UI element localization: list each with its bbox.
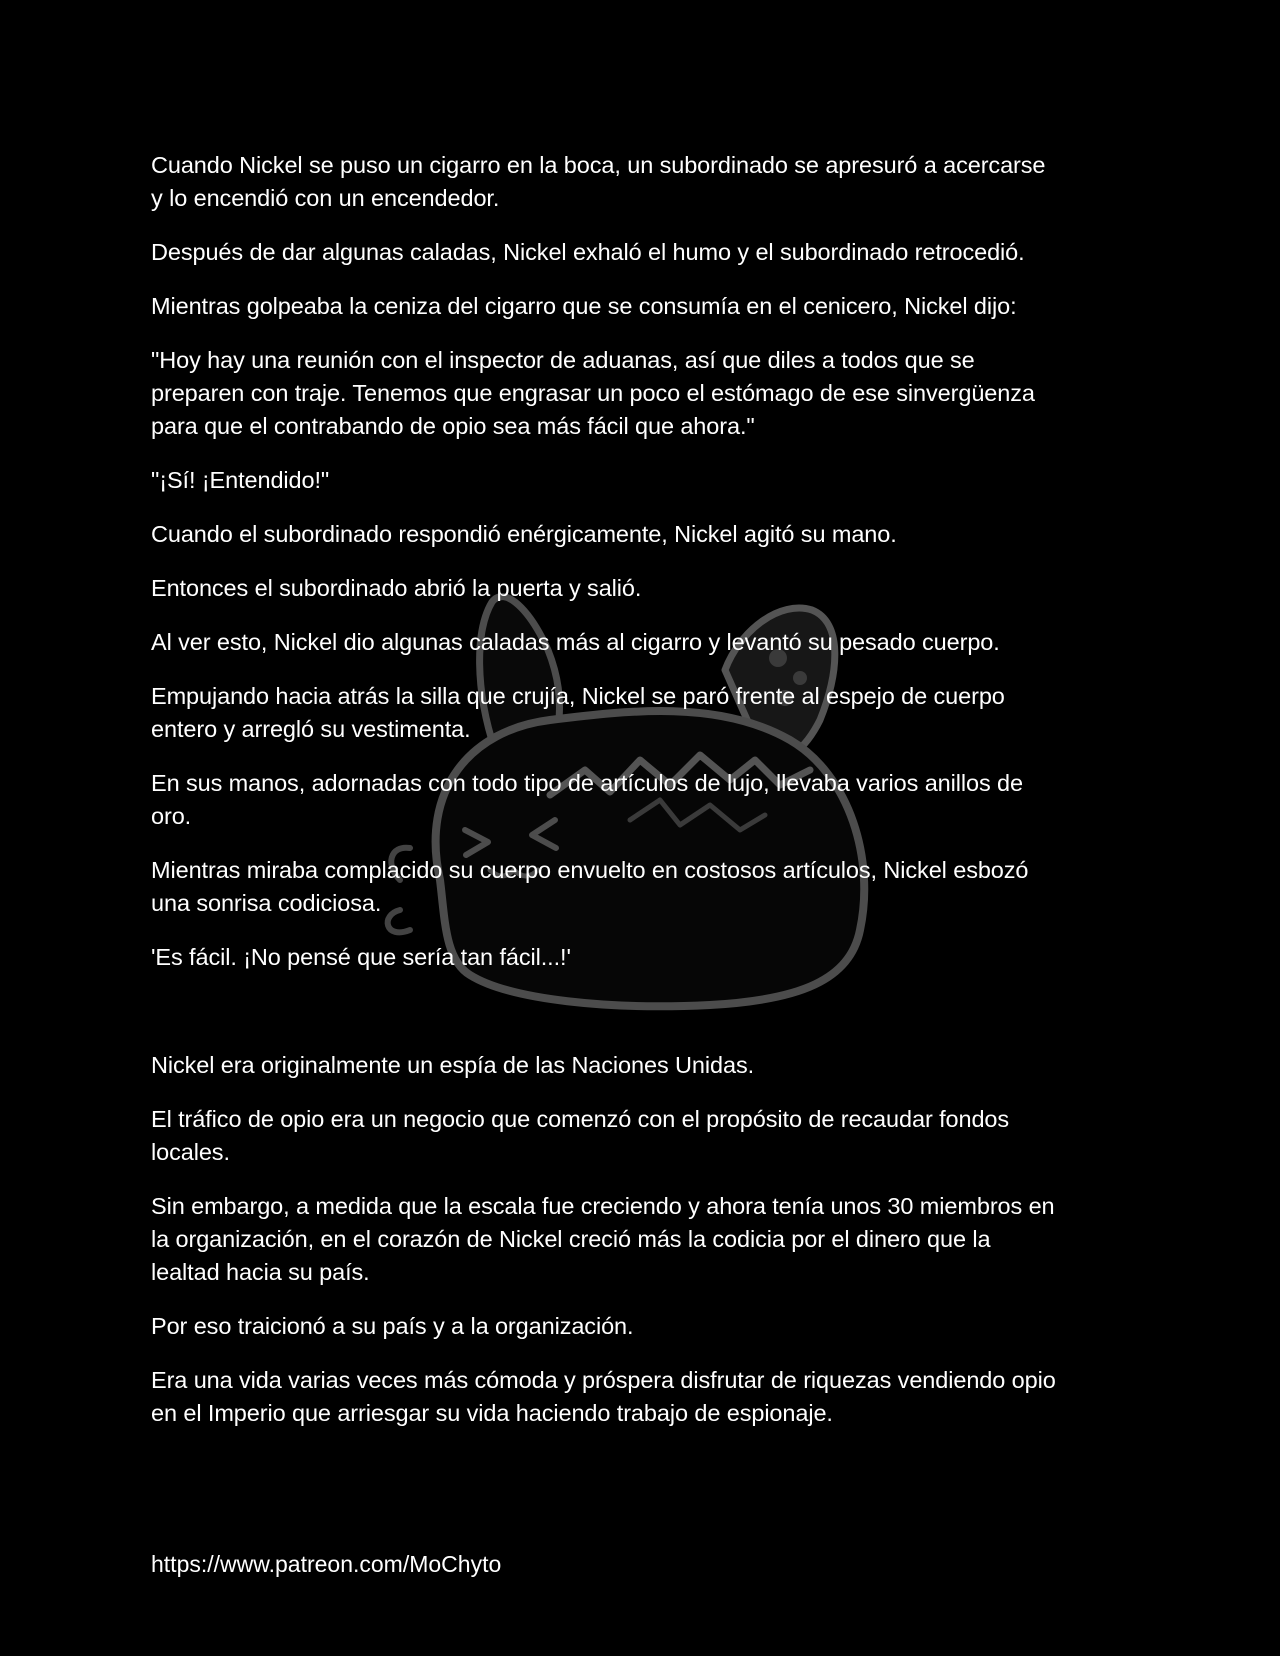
paragraph: El tráfico de opio era un negocio que comenzó con el propósito de recaudar fondos locales. xyxy=(151,1106,1010,1165)
paragraph: Era una vida varias veces más cómoda y próspera disfrutar de riquezas vendiendo opio en el Imperio que arriesgar su vida haciendo trabajo de espionaje. xyxy=(151,1367,1056,1426)
paragraph: Mientras golpeaba la ceniza del cigarro que se consumía en el cenicero, Nickel dijo: xyxy=(151,293,1017,319)
section-break xyxy=(151,995,1151,1049)
paragraph: Mientras miraba complacido su cuerpo envuelto en costosos artículos, Nickel esbozó una sonrisa codiciosa. xyxy=(151,857,1029,916)
footer-link[interactable]: https://www.patreon.com/MoChyto xyxy=(151,1551,502,1577)
paragraph: Sin embargo, a medida que la escala fue creciendo y ahora tenía unos 30 miembros en la organización, en el corazón de Nickel creció más la codicia por el dinero que la lealtad hacia su país. xyxy=(151,1193,1055,1285)
paragraph: Nickel era originalmente un espía de las Naciones Unidas. xyxy=(151,1052,755,1078)
paragraph: Al ver esto, Nickel dio algunas caladas más al cigarro y levantó su pesado cuerpo. xyxy=(151,629,1000,655)
paragraph: 'Es fácil. ¡No pensé que sería tan fácil...!' xyxy=(151,944,571,970)
paragraph: Por eso traicionó a su país y a la organización. xyxy=(151,1313,634,1339)
document-body xyxy=(151,149,1151,1451)
paragraph: En sus manos, adornadas con todo tipo de artículos de lujo, llevaba varios anillos de oro. xyxy=(151,770,1023,829)
paragraph: Empujando hacia atrás la silla que crujía, Nickel se paró frente al espejo de cuerpo entero y arregló su vestimenta. xyxy=(151,683,1005,742)
paragraph: Cuando Nickel se puso un cigarro en la boca, un subordinado se apresuró a acercarse y lo encendió con un encendedor. xyxy=(151,152,1046,211)
paragraph: Cuando el subordinado respondió enérgicamente, Nickel agitó su mano. xyxy=(151,521,897,547)
paragraph: "Hoy hay una reunión con el inspector de aduanas, así que diles a todos que se preparen con traje. Tenemos que engrasar un poco el estómago de ese sinvergüenza para que el contrabando de opio sea más fácil que ahora." xyxy=(151,347,1035,439)
paragraph: Después de dar algunas caladas, Nickel exhaló el humo y el subordinado retrocedió. xyxy=(151,239,1025,265)
paragraph: Entonces el subordinado abrió la puerta y salió. xyxy=(151,575,642,601)
paragraph: "¡Sí! ¡Entendido!" xyxy=(151,467,330,493)
